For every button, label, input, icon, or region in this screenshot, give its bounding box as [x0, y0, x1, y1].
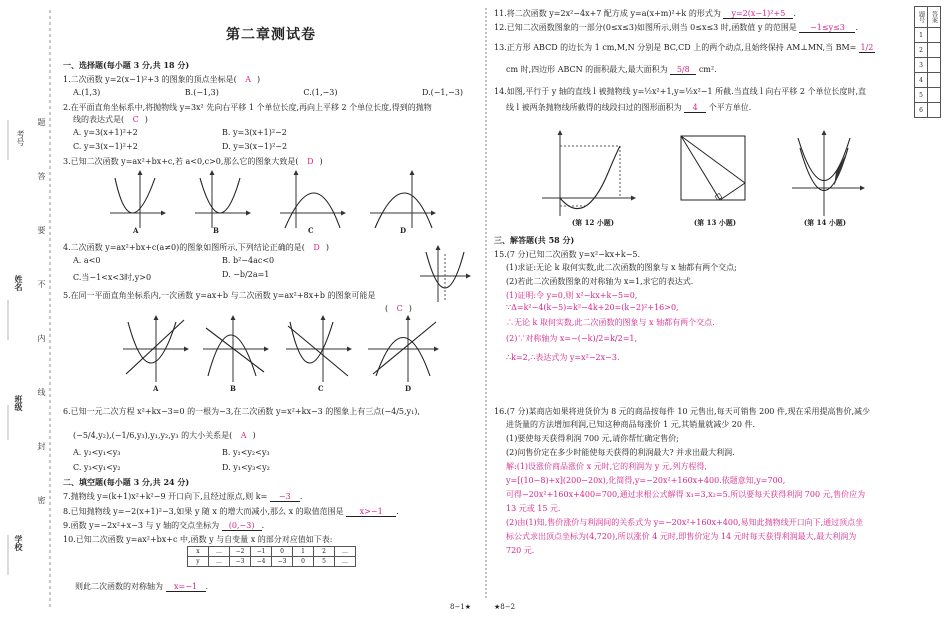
- table-cell: −1: [251, 547, 272, 557]
- question-9: 9.函数 y=−2x²+x−3 与 y 轴的交点坐标为 (0,−3) .: [63, 521, 265, 530]
- question-14-line2: [506, 102, 751, 113]
- q10-table: [187, 546, 356, 567]
- graph-label: D: [400, 226, 407, 235]
- table-cell: 2: [314, 547, 335, 557]
- grid-header: 答案: [928, 7, 941, 28]
- q3-graph-b: [195, 171, 250, 228]
- q16-solution-line: 720 元.: [506, 546, 535, 555]
- graph-label: C: [308, 226, 314, 235]
- option: D.(−1,−3): [421, 88, 463, 97]
- figure-14: [790, 128, 866, 218]
- q5-answer: C: [396, 304, 403, 313]
- q3-labels: [100, 226, 460, 236]
- q5-graphs: [118, 314, 448, 384]
- graph-label: D: [405, 384, 412, 393]
- q10-answer: x=−1: [166, 582, 206, 592]
- answer-cell[interactable]: [928, 73, 941, 88]
- q2-answer: C: [132, 115, 139, 124]
- binding-label: 密: [37, 496, 46, 504]
- answer-cell[interactable]: [928, 43, 941, 58]
- option: B. y₁<y₂<y₃: [222, 448, 270, 457]
- q4-graph: [418, 244, 472, 304]
- q1-stem: 1.二次函数 y=2(x−1)²+3 的图象的顶点坐标是(: [63, 75, 237, 84]
- table-cell: 5: [314, 557, 335, 567]
- q16-solution-line: 标公式求出顶点坐标为(4,720),所以涨价 4 元时,即售价定为 14 元时每天获得利润最大,最大利润为: [506, 532, 857, 541]
- q6-stem: 6.已知一元二次方程 x²+kx−3=0 的一根为−3,在二次函数 y=x²+kx−3 的图象上有三点(−4/5,y₁),: [63, 407, 420, 416]
- q9-answer: (0,−3): [222, 521, 262, 531]
- q15-line: (2)若此二次函数图象的对称轴为 x=1,求它的表达式.: [506, 277, 694, 286]
- footer-page-right: ★8−2: [494, 603, 516, 611]
- option: D. y=3(x−1)²−2: [222, 142, 288, 151]
- question-2-line2: 线的表达式是( C ): [73, 115, 148, 124]
- q15-solution-line: ∴k=2,∴表达式为 y=x²−2x−3.: [506, 353, 620, 362]
- q7-stem: 7.抛物线 y=(k+1)x²+k²−9 开口向下,且经过原点,则 k=: [63, 492, 268, 501]
- option: B.(−1,3): [184, 88, 219, 97]
- figure-13-caption: (第 13 小题): [693, 218, 737, 227]
- q6-answer: A: [240, 431, 247, 440]
- figure-12-caption: (第 12 小题): [571, 218, 615, 227]
- binding-lines: [0, 0, 62, 623]
- answer-cell[interactable]: [928, 88, 941, 103]
- binding-label: 内: [37, 334, 46, 342]
- graph-label: B: [213, 226, 219, 235]
- figure-13: [675, 128, 751, 218]
- q13-stem2: cm 时,四边形 ABCN 的面积最大,最大面积为: [506, 65, 668, 74]
- option: B. b²−4ac<0: [222, 256, 275, 265]
- graph-label: B: [230, 384, 236, 393]
- option: D. −b/2a=1: [222, 270, 270, 279]
- q15-line: 15.(7 分)已知二次函数 y=x²−kx+k−5.: [494, 250, 641, 259]
- question-3: 3.已知二次函数 y=ax²+bx+c,若 a<0,c>0,那么它的图象大致是( D ): [63, 157, 323, 166]
- table-row: [915, 73, 941, 88]
- q16-solution-line: 13 元或 15 元.: [506, 504, 561, 513]
- q16-line: 16.(7 分)某商店如果将进货价为 8 元的商品按每件 10 元售出,每天可销售 200 件,现在采用提高售价,减少: [494, 407, 871, 416]
- q15-solution-line: ∵Δ=k²−4(k−5)=k²−4k+20=(k−2)²+16>0,: [506, 303, 679, 312]
- option: A. y₂<y₁<y₃: [73, 448, 121, 457]
- q4-stem: 4.二次函数 y=ax²+bx+c(a≠0)的图象如图所示,下列结论正确的是(: [63, 243, 305, 252]
- table-cell: x: [188, 547, 209, 557]
- q12-stem: 12.已知二次函数图象的一部分(0≤x≤3)如图所示,则当 0≤x≤3 时,函数值 y 的范围是: [494, 23, 797, 32]
- figure-12: [540, 128, 638, 218]
- section-2-heading: 二、填空题(每小题 3 分,共 24 分): [63, 477, 190, 487]
- binding-label: 考号: [16, 130, 25, 146]
- table-cell: 0: [272, 547, 293, 557]
- q15-line: (1)求证:无论 k 取何实数,此二次函数的图象与 x 轴都有两个交点;: [506, 263, 737, 272]
- q5-labels: [118, 384, 448, 394]
- q3-answer: D: [307, 157, 314, 166]
- q16-solution-line: 可得−20x²+160x+400=700,通过求根公式解得 x₁=3,x₂=5.所以要每天获得利润 700 元,售价应为: [506, 490, 866, 499]
- binding-margin: [0, 0, 62, 623]
- question-7: 7.抛物线 y=(k+1)x²+k²−9 开口向下,且经过原点,则 k= −3 .: [63, 492, 303, 501]
- footer-page-left: 8−1★: [450, 603, 472, 611]
- section-3-heading: 三、解答题(共 58 分): [494, 235, 575, 245]
- graph-label: C: [318, 384, 324, 393]
- question-12: 12.已知二次函数图象的一部分(0≤x≤3)如图所示,则当 0≤x≤3 时,函数值 y 的范围是 −1≤y≤3 .: [494, 23, 859, 32]
- q8-answer: x>−1: [346, 507, 396, 517]
- q16-line: 进货量的方法增加利润,已知这种商品每涨价 1 元,其销量就减少 20 件.: [506, 420, 756, 429]
- table-row: [915, 88, 941, 103]
- option: C.当−1<x<3时,y>0: [73, 273, 152, 282]
- table-cell: …: [335, 547, 356, 557]
- q16-line: (2)问售价定在多少时能使每天获得的利润最大? 并求出最大利润.: [506, 448, 735, 457]
- grid-cell: 1: [915, 28, 928, 43]
- name-field-label: 姓名: [14, 275, 24, 291]
- question-6-line2: (−5/4,y₂),(−1/6,y₃),y₁,y₂,y₃ 的大小关系是( A ): [73, 431, 256, 440]
- q3-stem: 3.已知二次函数 y=ax²+bx+c,若 a<0,c>0,那么它的图象大致是(: [63, 157, 299, 166]
- page-title: 第二章测试卷: [226, 27, 316, 43]
- q14-stem: 14.如图,平行于 y 轴的直线 l 被抛物线 y=½x²+1,y=½x²−1 所截.当直线 l 向右平移 2 个单位长度时,直: [494, 87, 867, 96]
- q16-line: (1)要使每天获得利润 700 元,请你帮忙确定售价;: [506, 434, 679, 443]
- table-cell: …: [335, 557, 356, 567]
- section-1-heading: 一、选择题(每小题 3 分,共 18 分): [63, 60, 190, 70]
- table-cell: −3: [272, 557, 293, 567]
- q5-graph-c: [286, 316, 351, 382]
- q5-graph-a: [123, 316, 188, 382]
- option: D. y₁<y₃<y₂: [222, 463, 270, 472]
- q5-stem: 5.在同一平面直角坐标系内,一次函数 y=ax+b 与二次函数 y=ax²+8x+b 的图象可能是: [63, 291, 376, 300]
- answer-cell[interactable]: [928, 28, 941, 43]
- q7-answer: −3: [270, 492, 300, 502]
- question-13-line2: [506, 64, 717, 75]
- grid-cell: 6: [915, 103, 928, 118]
- binding-label: 线: [37, 388, 46, 396]
- q8-stem: 8.已知抛物线 y=−2(x+1)²−3,如果 y 随 x 的增大而减小,那么 x 的取值范围是: [63, 507, 344, 516]
- q2-stem: 2.在平面直角坐标系中,将抛物线 y=3x² 先向右平移 1 个单位长度,再向上平移 2 个单位长度,得到的抛物: [63, 103, 432, 112]
- option: C. y₃<y₁<y₂: [73, 463, 121, 472]
- table-cell: …: [209, 547, 230, 557]
- q4-answer: D: [313, 243, 320, 252]
- graph-label: A: [133, 226, 139, 235]
- q3-graph-d: [370, 171, 435, 228]
- q16-solution-line: 解:(1)设涨价商品涨价 x 元时,它的利润为 y 元,列方程得,: [506, 462, 707, 471]
- table-cell: 0: [293, 557, 314, 567]
- binding-label: 要: [37, 226, 46, 234]
- binding-label: 不: [37, 280, 46, 288]
- q13-answer-2: 5/8: [670, 65, 696, 75]
- q14-tail: 个平方单位.: [708, 103, 752, 112]
- q13-answer-1: 1/2: [860, 43, 874, 52]
- q6-stem2: (−5/4,y₂),(−1/6,y₃),y₁,y₂,y₃ 的大小关系是(: [73, 431, 233, 440]
- question-1: 1.二次函数 y=2(x−1)²+3 的图象的顶点坐标是( A ): [63, 75, 261, 84]
- q1-answer: A: [245, 75, 252, 84]
- question-11: 11.将二次函数 y=2x²−4x+7 配方成 y=a(x+m)²+k 的形式为 y=2(x−1)²+5 .: [494, 9, 796, 18]
- q10-stem: 10.已知二次函数 y=ax²+bx+c 中,函数 y 与自变量 x 的部分对应值如下表:: [63, 535, 333, 544]
- q15-solution-line: (2)∵对称轴为 x=−(−k)/2=k/2=1,: [506, 334, 638, 343]
- q13-stem: 13.正方形 ABCD 的边长为 1 cm,M,N 分别是 BC,CD 上的两个动点,且始终保持 AM⊥MN,当 BM=: [494, 43, 857, 52]
- binding-label: 答: [37, 172, 46, 180]
- q2-stem2: 线的表达式是(: [73, 115, 125, 124]
- table-cell: …: [209, 557, 230, 567]
- class-field-label: 班级: [14, 395, 24, 411]
- figure-14-caption: (第 14 小题): [803, 218, 847, 227]
- question-5-answer: ( C ): [385, 304, 412, 313]
- q12-answer: −1≤y≤3: [799, 23, 855, 33]
- question-13: [494, 42, 875, 53]
- option: A. y=3(x+1)²+2: [73, 128, 138, 137]
- q10-tail: 则此二次函数的对称轴为: [75, 582, 163, 591]
- grid-cell: 3: [915, 58, 928, 73]
- grid-cell: 5: [915, 88, 928, 103]
- q15-solution-line: (1)证明:令 y=0,则 x²−kx+k−5=0,: [506, 291, 638, 300]
- grid-cell: 2: [915, 43, 928, 58]
- table-row: [188, 547, 356, 557]
- table-row: [915, 103, 941, 118]
- grid-cell: 4: [915, 73, 928, 88]
- q3-graph-a: [110, 171, 165, 228]
- question-4: 4.二次函数 y=ax²+bx+c(a≠0)的图象如图所示,下列结论正确的是( D ): [63, 243, 329, 252]
- table-cell: y: [188, 557, 209, 567]
- answer-cell[interactable]: [928, 58, 941, 73]
- table-cell: −2: [230, 547, 251, 557]
- table-row: [915, 43, 941, 58]
- binding-label: 题: [37, 118, 46, 126]
- table-row: [915, 28, 941, 43]
- q15-solution-line: ∴无论 k 取何实数,此二次函数的图象与 x 轴都有两个交点.: [506, 318, 715, 327]
- q5-graph-d: [368, 316, 438, 382]
- option: B. y=3(x+1)²−2: [222, 128, 287, 137]
- option: C.(1,−3): [303, 88, 338, 97]
- school-field-label: 学校: [14, 535, 24, 551]
- q16-solution-line: y=[(10−8)+x](200−20x),化简得,y=−20x²+160x+400.依题意知,y=700,: [506, 476, 786, 485]
- q11-stem: 11.将二次函数 y=2x²−4x+7 配方成 y=a(x+m)²+k 的形式为: [494, 9, 721, 18]
- q13-unit: cm².: [698, 65, 717, 74]
- answer-cell[interactable]: [928, 103, 941, 118]
- table-row: [915, 7, 941, 28]
- table-row: [915, 58, 941, 73]
- answer-grid: [914, 6, 941, 118]
- q1-options: [73, 88, 463, 97]
- q14-stem2: 线 l 被两条抛物线所截得的线段扫过的图形面积为: [506, 103, 682, 112]
- q9-stem: 9.函数 y=−2x²+x−3 与 y 轴的交点坐标为: [63, 521, 220, 530]
- binding-label: 封: [37, 442, 46, 450]
- option: C. y=3(x−1)²+2: [73, 142, 138, 151]
- q11-answer: y=2(x−1)²+5: [723, 9, 793, 19]
- q14-answer: 4: [684, 103, 706, 113]
- grid-header: 题号: [915, 7, 928, 28]
- option: A.(1,3): [73, 88, 101, 97]
- question-8: 8.已知抛物线 y=−2(x+1)²−3,如果 y 随 x 的增大而减小,那么 x 的取值范围是 x>−1 .: [63, 507, 399, 516]
- q16-solution-line: (2)由(1)知,售价涨价与利润间的关系式为 y=−20x²+160x+400,易知此抛物线开口向下,通过顶点坐: [506, 518, 864, 527]
- option: A. a<0: [73, 256, 101, 265]
- question-10-tail: 则此二次函数的对称轴为 x=−1 .: [75, 582, 209, 591]
- table-row: [188, 557, 356, 567]
- graph-label: A: [153, 384, 159, 393]
- table-cell: −4: [251, 557, 272, 567]
- table-cell: −3: [230, 557, 251, 567]
- table-cell: 1: [293, 547, 314, 557]
- q5-graph-b: [203, 316, 268, 382]
- column-divider: [484, 8, 488, 598]
- q3-graph-c: [280, 171, 345, 228]
